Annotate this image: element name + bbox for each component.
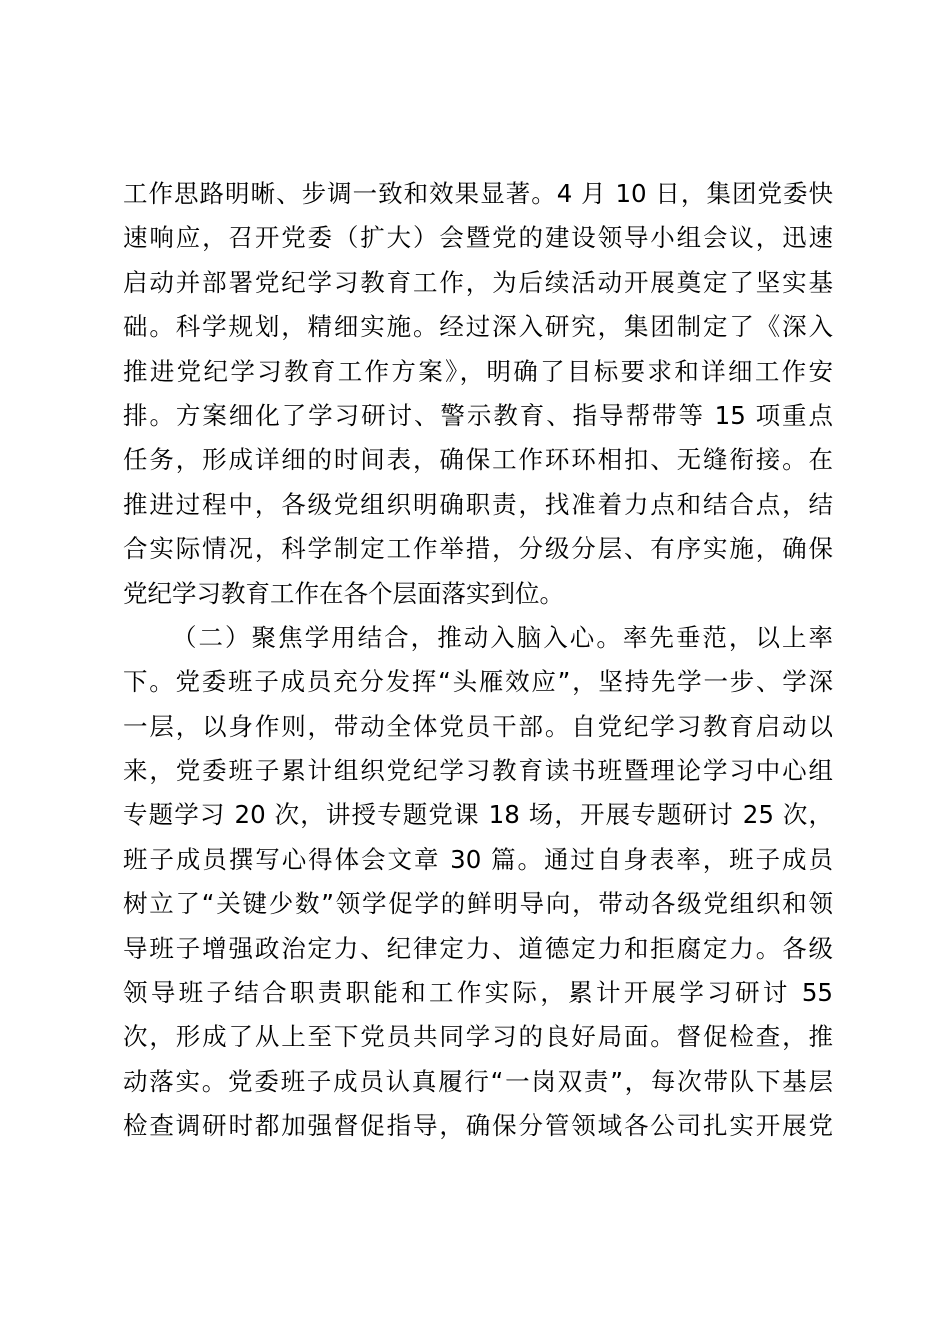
text-line: 动落实。党委班子成员认真履行“一岗双责”，每次带队下基层 (123, 1066, 833, 1096)
text-line: 速响应，召开党委（扩大）会暨党的建设领导小组会议，迅速 (123, 223, 833, 253)
text-line: 检查调研时都加强督促指导，确保分管领域各公司扎实开展党 (123, 1111, 833, 1141)
text-line: 下。党委班子成员充分发挥“头雁效应”，坚持先学一步、学深 (123, 667, 833, 697)
text-line: 班子成员撰写心得体会文章 30 篇。通过自身表率，班子成员 (123, 844, 833, 874)
text-line: 任务，形成详细的时间表，确保工作环环相扣、无缝衔接。在 (123, 445, 833, 475)
section-heading-line: （二）聚焦学用结合，推动入脑入心。率先垂范，以上率 (172, 622, 833, 652)
text-line: 础。科学规划，精细实施。经过深入研究，集团制定了《深入 (123, 312, 833, 342)
text-line: 导班子增强政治定力、纪律定力、道德定力和拒腐定力。各级 (123, 933, 833, 963)
text-line: 来，党委班子累计组织党纪学习教育读书班暨理论学习中心组 (123, 756, 833, 786)
text-line: 一层，以身作则，带动全体党员干部。自党纪学习教育启动以 (123, 711, 833, 741)
text-line: 领导班子结合职责职能和工作实际，累计开展学习研讨 55 (123, 978, 833, 1008)
body-text (123, 172, 833, 1149)
text-line: 推进党纪学习教育工作方案》，明确了目标要求和详细工作安 (123, 356, 833, 386)
text-line: 次，形成了从上至下党员共同学习的良好局面。督促检查，推 (123, 1022, 833, 1052)
text-line: 推进过程中，各级党组织明确职责，找准着力点和结合点，结 (123, 489, 833, 519)
text-line: 专题学习 20 次，讲授专题党课 18 场，开展专题研讨 25 次， (123, 800, 833, 830)
paragraph-end-line: 党纪学习教育工作在各个层面落实到位。 (123, 578, 564, 608)
text-line: 合实际情况，科学制定工作举措，分级分层、有序实施，确保 (123, 534, 833, 564)
text-line: 工作思路明晰、步调一致和效果显著。4 月 10 日，集团党委快 (123, 179, 833, 208)
text-line: 排。方案细化了学习研讨、警示教育、指导帮带等 15 项重点 (123, 400, 833, 430)
text-line: 启动并部署党纪学习教育工作，为后续活动开展奠定了坚实基 (123, 267, 833, 297)
text-line: 树立了“关键少数”领学促学的鲜明导向，带动各级党组织和领 (123, 889, 833, 919)
